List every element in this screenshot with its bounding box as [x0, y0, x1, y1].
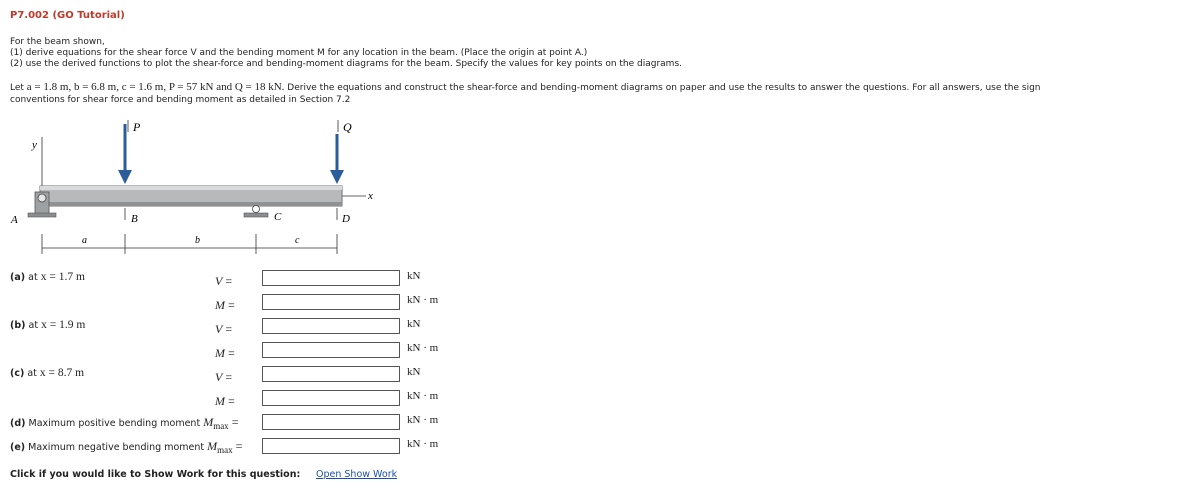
beam-flange-top	[40, 186, 342, 190]
question-c-m-unit: kN · m	[407, 390, 439, 402]
support-base-a	[28, 213, 56, 217]
pin-icon	[38, 194, 46, 202]
intro-line-2: (1) derive equations for the shear force V and the bending moment M for any location in the beam. (Place the origin at point A.)	[10, 48, 588, 58]
question-d-unit: kN · m	[407, 414, 439, 426]
question-b-position: x = 1.9 m	[41, 319, 86, 331]
load-q-arrowhead	[330, 170, 344, 184]
question-c-m-label: M =	[215, 394, 235, 408]
question-b-v-unit: kN	[407, 318, 421, 330]
var-v: V	[215, 322, 223, 336]
question-a-m-label: M =	[215, 298, 235, 312]
question-a-v-label: V =	[215, 274, 233, 288]
var-v: V	[215, 274, 223, 288]
question-c-v-input[interactable]	[262, 366, 400, 382]
question-b-text: at	[25, 320, 42, 331]
problem-title: P7.002 (GO Tutorial)	[10, 10, 125, 21]
question-c-v-unit: kN	[407, 366, 421, 378]
question-e-unit: kN · m	[407, 438, 439, 450]
question-e-label: (e) Maximum negative bending moment $M_{max}$ =	[10, 439, 243, 455]
question-b-m-input[interactable]	[262, 342, 400, 358]
question-c-label	[10, 367, 84, 379]
question-c-text: at	[24, 368, 40, 379]
load-p-arrowhead	[118, 170, 132, 184]
question-b-v-input[interactable]	[262, 318, 400, 334]
label-q: Q	[343, 120, 352, 134]
roller-icon	[253, 206, 260, 213]
y-axis-label: y	[32, 139, 37, 151]
question-e-id: (e)	[10, 442, 26, 453]
var-mmax: M	[203, 415, 214, 429]
given-line-1	[10, 82, 1041, 94]
beam-diagram	[0, 112, 400, 262]
question-b-m-label: M =	[215, 346, 235, 360]
given-prefix: Let	[10, 83, 27, 93]
question-a-id: (a)	[10, 272, 26, 283]
label-b-point: B	[131, 213, 138, 225]
question-a-v-input[interactable]	[262, 270, 400, 286]
intro-line-1: For the beam shown,	[10, 37, 105, 47]
question-a-text: at	[25, 272, 41, 283]
given-suffix: Derive the equations and construct the shear-force and bending-moment diagrams on paper and use the results to answer the questions. For all answers, use the sign	[284, 83, 1041, 93]
dim-label-a: a	[82, 235, 87, 246]
question-d-id: (d)	[10, 418, 26, 429]
show-work-prompt: Click if you would like to Show Work for this question:	[10, 469, 301, 480]
question-c-m-input[interactable]	[262, 390, 400, 406]
question-b-label	[10, 319, 85, 331]
question-c-position: x = 8.7 m	[39, 367, 85, 379]
dim-label-c: c	[295, 235, 300, 246]
beam-flange-bottom	[40, 202, 342, 206]
intro-line-3: (2) use the derived functions to plot the shear-force and bending-moment diagrams for the beam. Specify the values for key points on the diagrams.	[10, 59, 683, 69]
open-show-work-link[interactable]: Open Show Work	[316, 469, 398, 480]
var-m: M	[215, 298, 225, 312]
label-c-point: C	[274, 211, 282, 223]
question-a-label	[10, 271, 85, 283]
question-c-id: (c)	[10, 368, 25, 379]
label-a-point: A	[11, 214, 18, 226]
question-b-v-label: V =	[215, 322, 233, 336]
given-values: a = 1.8 m, b = 6.8 m, c = 1.6 m, P = 57 kN and Q = 18 kN.	[26, 81, 285, 93]
question-d-text: Maximum positive bending moment	[25, 418, 204, 429]
question-d-label: (d) Maximum positive bending moment $M_{max}$ =	[10, 415, 239, 431]
question-b-m-unit: kN · m	[407, 342, 439, 354]
support-base-c	[244, 213, 268, 217]
question-a-m-input[interactable]	[262, 294, 400, 310]
label-p: P	[133, 120, 141, 134]
var-m: M	[215, 346, 225, 360]
question-a-v-unit: kN	[407, 270, 421, 282]
x-axis-label: x	[368, 190, 373, 202]
var-v: V	[215, 370, 223, 384]
subscript-max: max	[217, 444, 233, 455]
question-b-id: (b)	[10, 320, 26, 331]
question-a-position: x = 1.7 m	[40, 271, 85, 283]
question-d-input[interactable]	[262, 414, 400, 430]
dim-label-b: b	[195, 235, 200, 246]
label-d-point: D	[342, 213, 350, 225]
subscript-max: max	[213, 420, 229, 431]
var-mmax: M	[207, 439, 218, 453]
var-m: M	[215, 394, 225, 408]
question-e-input[interactable]	[262, 438, 400, 454]
question-e-text: Maximum negative bending moment	[25, 442, 208, 453]
question-a-m-unit: kN · m	[407, 294, 439, 306]
question-c-v-label: V =	[215, 370, 233, 384]
given-line-2: conventions for shear force and bending moment as detailed in Section 7.2	[10, 95, 351, 105]
